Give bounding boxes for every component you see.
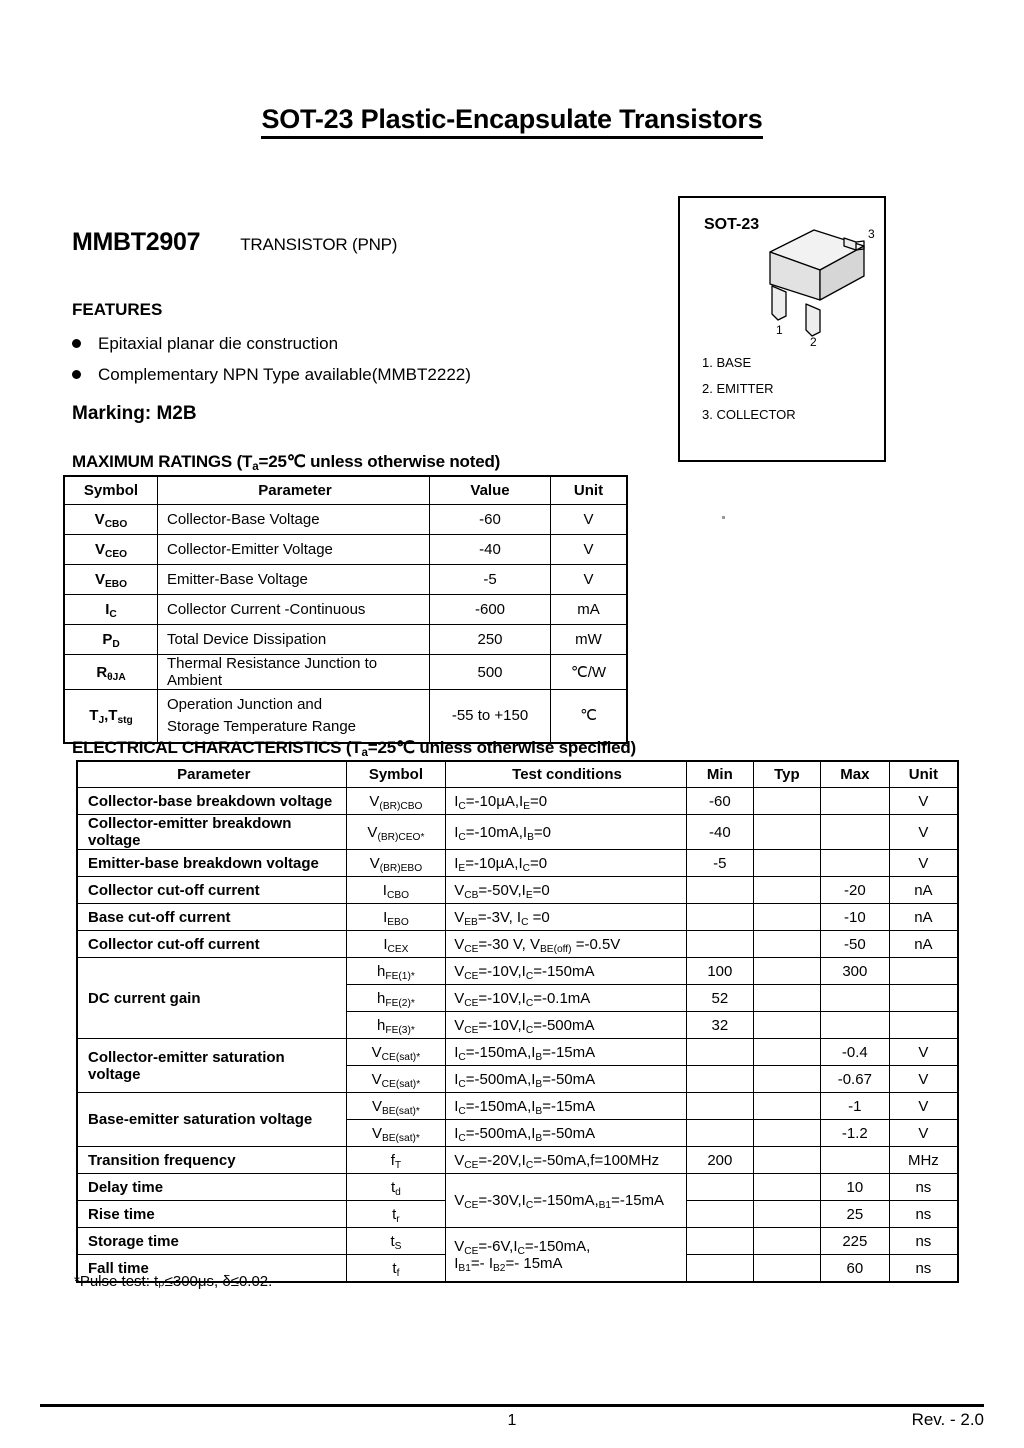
elec-head-suffix: =25℃ unless otherwise specified) [367,738,636,757]
column-header-min: Min [686,761,753,788]
row-max: 10 [820,1174,889,1201]
row-unit: V [889,788,958,815]
row-min [686,877,753,904]
row-symbol: $V_{CE(sat)*}$ [346,1066,446,1093]
package-pin-number-3: 3 [868,227,875,241]
symbol-base-2: ,T [104,707,118,724]
row-symbol: $I_{EBO}$ [346,904,446,931]
row-unit [889,958,958,985]
row-typ [753,904,820,931]
row-max [820,815,889,850]
row-parameter: Collector cut-off current [77,931,346,958]
package-name: SOT-23 [704,216,760,233]
row-test-conditions: $V_{CE}=-10V,I_C=-500mA$ [446,1012,687,1039]
row-min: 100 [686,958,753,985]
part-header [72,228,397,257]
row-parameter: Fall time [77,1255,346,1283]
row-test-conditions: $V_{CE}=-30$ V, $V_{BE(off)} =-0.5V$ [446,931,687,958]
row-max: -0.4 [820,1039,889,1066]
table-header-row [64,476,627,505]
row-test-conditions: $I_C=-10\mu A,I_E=0$ [446,788,687,815]
parameter-line-1: Operation Junction and [167,696,323,713]
row-unit: V [889,850,958,877]
max-head-sub: a [252,461,259,474]
bullet-icon [72,339,81,348]
row-symbol: $V_{BE(sat)*}$ [346,1093,446,1120]
row-symbol: $t_r$ [346,1201,446,1228]
row-min [686,1174,753,1201]
row-max: 225 [820,1228,889,1255]
row-unit: V [889,815,958,850]
row-unit: ℃/W [551,655,628,690]
row-symbol: $I_{CBO}$ [346,877,446,904]
row-test-conditions: $V_{CB}=-50V,I_E=0$ [446,877,687,904]
row-max: -10 [820,904,889,931]
row-typ [753,931,820,958]
row-test-conditions: $V_{CE}=-10V,I_C=-150mA$ [446,958,687,985]
row-typ [753,877,820,904]
table-header-row [77,761,958,788]
row-max [820,788,889,815]
row-max: -20 [820,877,889,904]
pin-item: 2. EMITTER [702,381,774,396]
table-row [64,535,627,565]
table-row [77,931,958,958]
row-value: -55 to +150 [430,690,551,744]
symbol-base: P [102,631,113,648]
row-parameter: Collector-emitter breakdown voltage [77,815,346,850]
table-row [77,958,958,985]
column-header-symbol: Symbol [64,476,158,505]
row-min [686,904,753,931]
row-symbol: $I_{CEX}$ [346,931,446,958]
row-min [686,1120,753,1147]
table-row [64,625,627,655]
table-row [77,1228,958,1255]
row-parameter: Transition frequency [77,1147,346,1174]
table-row [64,655,627,690]
row-unit: V [889,1039,958,1066]
electrical-characteristics-heading [72,738,636,758]
row-symbol: $t_d$ [346,1174,446,1201]
table-row [77,1039,958,1066]
row-min [686,1039,753,1066]
features-heading: FEATURES [72,300,163,319]
page-number: 1 [507,1412,517,1429]
package-diagram [678,196,886,462]
row-min [686,1093,753,1120]
pin-item: 1. BASE [702,355,752,370]
row-unit: ℃ [551,690,628,744]
features-list [72,328,471,390]
row-symbol: $V_{CE(sat)*}$ [346,1039,446,1066]
table-row [77,1093,958,1120]
row-value: 250 [430,625,551,655]
row-unit: V [889,1066,958,1093]
row-typ [753,1012,820,1039]
row-min [686,931,753,958]
row-test-conditions: $I_E=-10\mu A,I_C=0$ [446,850,687,877]
table-row [77,850,958,877]
symbol-sub: CEO [104,548,128,560]
row-min [686,1228,753,1255]
max-head-suffix: =25℃ unless otherwise noted) [258,452,501,471]
row-parameter: Storage time [77,1228,346,1255]
page-title [0,104,1024,135]
table-row [77,815,958,850]
row-unit: ns [889,1228,958,1255]
row-test-conditions: $V_{CE}=-10V,I_C=-0.1mA$ [446,985,687,1012]
row-test-conditions: $V_{CE}=-6V,I_C=-150mA$, $I_{B1}=-$ $I_{B2}=-$ 15mA [446,1228,687,1283]
maximum-ratings-heading [72,452,500,472]
column-header-symbol: Symbol [346,761,446,788]
table-row [77,1174,958,1201]
row-symbol [64,595,158,625]
row-max [820,1147,889,1174]
row-unit: nA [889,904,958,931]
row-unit [889,985,958,1012]
row-typ [753,850,820,877]
column-header-parameter: Parameter [158,476,430,505]
row-unit: ns [889,1255,958,1283]
table-row [64,505,627,535]
table-row [64,595,627,625]
symbol-base: T [89,707,99,724]
row-symbol: $V_{(BR)CBO}$ [346,788,446,815]
pin-assignment-list [702,350,796,428]
column-header-unit: Unit [551,476,628,505]
row-test-conditions: $I_C=-150mA,I_B=-15mA$ [446,1093,687,1120]
row-min: -60 [686,788,753,815]
row-typ [753,788,820,815]
row-unit: V [551,505,628,535]
list-item [72,328,471,359]
column-header-parameter: Parameter [77,761,346,788]
row-max: -50 [820,931,889,958]
row-typ [753,1066,820,1093]
row-symbol: $h_{FE(1)*}$ [346,958,446,985]
row-max: 300 [820,958,889,985]
page-title-text: SOT-23 Plastic-Encapsulate Transistors [261,104,762,139]
row-max: 25 [820,1201,889,1228]
row-symbol: $t_f$ [346,1255,446,1283]
row-unit: mA [551,595,628,625]
symbol-base: V [94,511,105,528]
row-min [686,1255,753,1283]
maximum-ratings-table [63,475,628,744]
row-typ [753,1039,820,1066]
row-unit: ns [889,1174,958,1201]
row-typ [753,1228,820,1255]
bullet-icon [72,370,81,379]
table-row [64,690,627,744]
sot23-package-icon [740,224,880,346]
row-unit: V [551,565,628,595]
table-row [77,1147,958,1174]
row-symbol: $t_S$ [346,1228,446,1255]
row-max: 60 [820,1255,889,1283]
table-row [77,877,958,904]
row-parameter: Total Device Dissipation [158,625,430,655]
symbol-sub: CBO [104,518,128,530]
row-parameter: Emitter-base breakdown voltage [77,850,346,877]
row-symbol: $V_{(BR)CEO*}$ [346,815,446,850]
row-parameter: Delay time [77,1174,346,1201]
row-parameter: Collector-base breakdown voltage [77,788,346,815]
row-value: 500 [430,655,551,690]
row-symbol: $h_{FE(2)*}$ [346,985,446,1012]
part-number: MMBT2907 [72,228,201,256]
stray-mark [722,516,725,519]
row-min: 32 [686,1012,753,1039]
feature-text: Complementary NPN Type available(MMBT2222) [98,365,471,384]
row-unit: mW [551,625,628,655]
row-test-conditions: $I_C=-10mA,I_B=0$ [446,815,687,850]
row-min: 52 [686,985,753,1012]
row-symbol [64,655,158,690]
row-parameter: Base cut-off current [77,904,346,931]
row-parameter-group: Base-emitter saturation voltage [77,1093,346,1147]
row-symbol: $h_{FE(3)*}$ [346,1012,446,1039]
feature-text: Epitaxial planar die construction [98,334,339,353]
row-symbol [64,565,158,595]
row-max: -0.67 [820,1066,889,1093]
symbol-base: R [96,663,108,681]
footer-divider [40,1404,984,1407]
row-unit: V [889,1093,958,1120]
marking-label: Marking: M2B [72,403,197,424]
row-parameter: Collector cut-off current [77,877,346,904]
column-header-value: Value [430,476,551,505]
row-parameter: Rise time [77,1201,346,1228]
row-symbol: $V_{(BR)EBO}$ [346,850,446,877]
row-symbol [64,625,158,655]
max-head-prefix: MAXIMUM RATINGS (T [72,452,253,471]
row-test-conditions: $V_{CE}=-20V,I_C=-50mA,f=100MHz$ [446,1147,687,1174]
row-test-conditions: $V_{CE}=-30V,I_C=-150mA,_{B1}=-15mA$ [446,1174,687,1228]
part-description: TRANSISTOR (PNP) [240,235,398,254]
row-symbol: $f_T$ [346,1147,446,1174]
symbol-base: I [105,601,110,618]
row-parameter [158,690,430,744]
package-pin-number-2: 2 [810,335,817,346]
row-symbol [64,690,158,744]
row-symbol: $V_{BE(sat)*}$ [346,1120,446,1147]
row-typ [753,958,820,985]
row-typ [753,1093,820,1120]
row-value: -60 [430,505,551,535]
row-typ [753,1255,820,1283]
row-min: -5 [686,850,753,877]
row-test-conditions: $I_C=-500mA,I_B=-50mA$ [446,1066,687,1093]
row-typ [753,1120,820,1147]
table-footnote: *Pulse test: tₚ≤300μs, δ≤0.02. [74,1273,273,1290]
row-typ [753,1201,820,1228]
parameter-line-2: Storage Temperature Range [167,718,357,735]
row-unit: ns [889,1201,958,1228]
row-min [686,1201,753,1228]
column-header-test-conditions: Test conditions [446,761,687,788]
row-value: -40 [430,535,551,565]
row-parameter: Collector Current -Continuous [158,595,430,625]
row-typ [753,985,820,1012]
row-typ [753,1147,820,1174]
row-test-conditions: $I_C=-150mA,I_B=-15mA$ [446,1039,687,1066]
row-max: -1 [820,1093,889,1120]
revision-label: Rev. - 2.0 [911,1410,984,1429]
row-max [820,850,889,877]
row-unit [889,1012,958,1039]
symbol-sub: θJA [107,671,126,683]
table-row [77,904,958,931]
row-max: -1.2 [820,1120,889,1147]
column-header-max: Max [820,761,889,788]
symbol-sub: EBO [104,578,128,590]
row-unit: MHz [889,1147,958,1174]
row-unit: nA [889,931,958,958]
package-pin-number-1: 1 [776,323,783,337]
column-header-unit: Unit [889,761,958,788]
row-unit: nA [889,877,958,904]
symbol-sub: J [98,714,105,726]
column-header-typ: Typ [753,761,820,788]
row-parameter: Collector-Emitter Voltage [158,535,430,565]
row-typ [753,1174,820,1201]
row-symbol [64,535,158,565]
symbol-sub: C [109,608,117,620]
row-parameter-group: Collector-emitter saturation voltage [77,1039,346,1093]
row-unit: V [551,535,628,565]
row-value: -600 [430,595,551,625]
row-min [686,1066,753,1093]
row-max [820,1012,889,1039]
electrical-characteristics-table [76,760,959,1283]
symbol-sub-2: stg [117,714,133,726]
elec-head-prefix: ELECTRICAL CHARACTERISTICS (T [72,738,362,757]
elec-head-sub: a [361,747,368,760]
row-min: 200 [686,1147,753,1174]
row-parameter: Thermal Resistance Junction to Ambient [158,655,430,690]
row-test-conditions: $V_{EB}=-3V$, $I_C =0$ [446,904,687,931]
row-parameter: Collector-Base Voltage [158,505,430,535]
row-parameter-group: DC current gain [77,958,346,1039]
row-unit: V [889,1120,958,1147]
table-row [77,788,958,815]
row-typ [753,815,820,850]
symbol-sub: D [112,638,120,650]
row-symbol [64,505,158,535]
pin-item: 3. COLLECTOR [702,407,796,422]
row-parameter: Emitter-Base Voltage [158,565,430,595]
row-test-conditions: $I_C=-500mA,I_B=-50mA$ [446,1120,687,1147]
table-row [64,565,627,595]
row-value: -5 [430,565,551,595]
symbol-base: V [94,541,105,558]
row-max [820,985,889,1012]
list-item [72,359,471,390]
symbol-base: V [94,571,105,588]
row-min: -40 [686,815,753,850]
